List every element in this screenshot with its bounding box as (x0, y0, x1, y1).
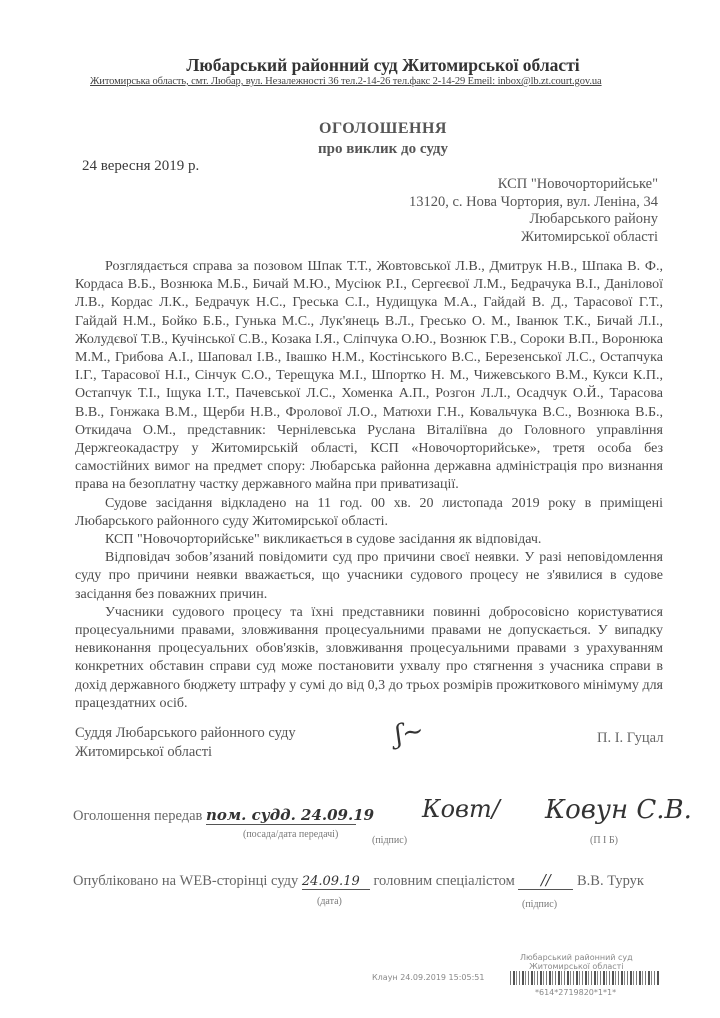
caption-signature: (підпис) (372, 835, 408, 846)
paragraph-summons: КСП "Новочорторийське" викликається в судове засідання як відповідач. (105, 532, 542, 548)
paragraph-rights: Учасники судового процесу та їхні представники повинні добросовісно користуватися процесуальними правами, зловживання процесуальними правами не допускається. У випадку невиконання процесуальних обов'язків, зловживання процесуальними правами з урахуванням конкретних обставин справи суд може постановити ухвалу про стягнення з учасника справи в дохід державного бюджету штрафу у сумі до від 0,3 до трьох розмірів прожиткового мінімуму для працездатних осіб. (75, 604, 663, 711)
stamp-registered: Клаун 24.09.2019 15:05:51 (372, 973, 485, 982)
document-subtitle: про виклик до суду (317, 141, 448, 157)
paragraph-case: Розглядається справа за позовом Шпак Т.Т., Жовтовської Л.В., Дмитрук Н.В., Шпака В. Ф., Кордаса В.Б., Вознюка М.Б., Бичай М.Ю., Мусіюк Р.І., Сергеєвої Л.М., Бедрачука В.І., Данілової Л.В., Кордас Л.К., Бедрачук Н.С., Греська С.І., Нудищука М.А., Гайдай В. Д., Тарасової Г.Т., Гайдай Н.М., Бойко Б.Б., Гунька М.С., Лук'янець В.Л., Гресько О. М., Іванюк Т.К., Бичай Л.І., Жолудєвої Т.В., Кучінської С.В., Козака І.Я., Сліпчука О.Ю., Вознюк Г.В., Сороки В.П., Воронюка М.М., Грибова А.І., Шаповал І.В., Івашко Н.М., Костінського В.С., Березенської Л.С., Остапчука І.Г., Тарасової Н.І., Сінчук С.О., Терещука М.І., Шпортко Н. М., Чижевського В.М., Кукси К.П., Остапчук Т.І., Іщука І.Т., Пачевської Л.С., Хоменка А.П., Розгон Л.Л., Осадчук О.Й., Тарасова В.В., Гонжака В.М., Щерби Н.В., Фролової Л.О., Матюхи Г.Н., Ковальчука В.С., Вознюка В.Б., Откидача О.М., представник: Чернілевська Руслана Віталіївна до Головного управління Держгеокадастру у Житомирській області, КСП «Новочорторийське», третя особа без самостійних вимог на предмет спору: Любарська районна державна адміністрація про визнання права на безоплатну частку державного майна при приватизації. (75, 259, 663, 493)
publication-signature: // (518, 873, 573, 890)
caption-name: (П І Б) (590, 835, 618, 846)
paragraph-obligation: Відповідач зобов’язаний повідомити суд про причини своєї неявки. У разі неповідомлення суду про причини неявки вважається, що учасники судового процесу не з'явилися в судове засідання без поважних причин. (75, 550, 663, 602)
recipient-block (409, 176, 658, 246)
stamp-court (520, 953, 633, 971)
barcode-number: *614*2719820*1*1* (535, 988, 617, 997)
judge-title (75, 724, 296, 762)
transfer-label: Оголошення передав (73, 808, 203, 824)
document-date: 24 вересня 2019 р. (82, 158, 200, 174)
barcode (510, 971, 660, 985)
notice-body (75, 258, 663, 713)
transfer-position-date: пом. судд. 24.09.19 (206, 806, 375, 824)
recipient-district: Любарського району (529, 211, 658, 227)
judge-signature: ʃ~ (392, 715, 427, 751)
judge-name: П. І. Гуцал (597, 730, 664, 746)
transfer-signature: Ковт/ (422, 795, 500, 823)
court-address: Житомирська область, смт. Любар, вул. Незалежності 36 тел.2-14-26 тел.факс 2-14-29 Emeil: inbox@lb.zt.court.gov.ua (90, 76, 602, 87)
judge-title-line1: Суддя Любарського районного суду (75, 725, 296, 741)
transfer-name: Ковун С.В. (545, 795, 692, 825)
judge-title-line2: Житомирської області (75, 744, 213, 760)
stamp-court-line1: Любарський районний суд (520, 953, 633, 962)
caption-position-date: (посада/дата передачі) (243, 829, 339, 840)
recipient-name: КСП "Новочорторийське" (497, 176, 658, 192)
stamp-court-line2: Житомирської області (529, 962, 624, 971)
publication-row (73, 873, 644, 890)
document-title: ОГОЛОШЕННЯ (319, 120, 447, 137)
court-name: Любарський районний суд Житомирської області (186, 55, 580, 75)
paragraph-hearing: Судове засідання відкладено на 11 год. 00 хв. 20 листопада 2019 року в приміщені Любарського районного суду Житомирської області. (75, 495, 663, 529)
publication-label: Опубліковано на WEB-сторінці суду (73, 873, 299, 889)
publication-date: 24.09.19 (302, 874, 370, 890)
publication-label-middle: головним спеціалістом (373, 873, 515, 889)
publication-name: В.В. Турук (577, 873, 644, 889)
transfer-row (73, 806, 375, 825)
caption-date: (дата) (317, 896, 342, 907)
recipient-region: Житомирської області (520, 228, 658, 245)
recipient-address: 13120, с. Нова Чортория, вул. Леніна, 34 (408, 193, 658, 210)
caption-publication-signature: (підпис) (522, 899, 558, 910)
